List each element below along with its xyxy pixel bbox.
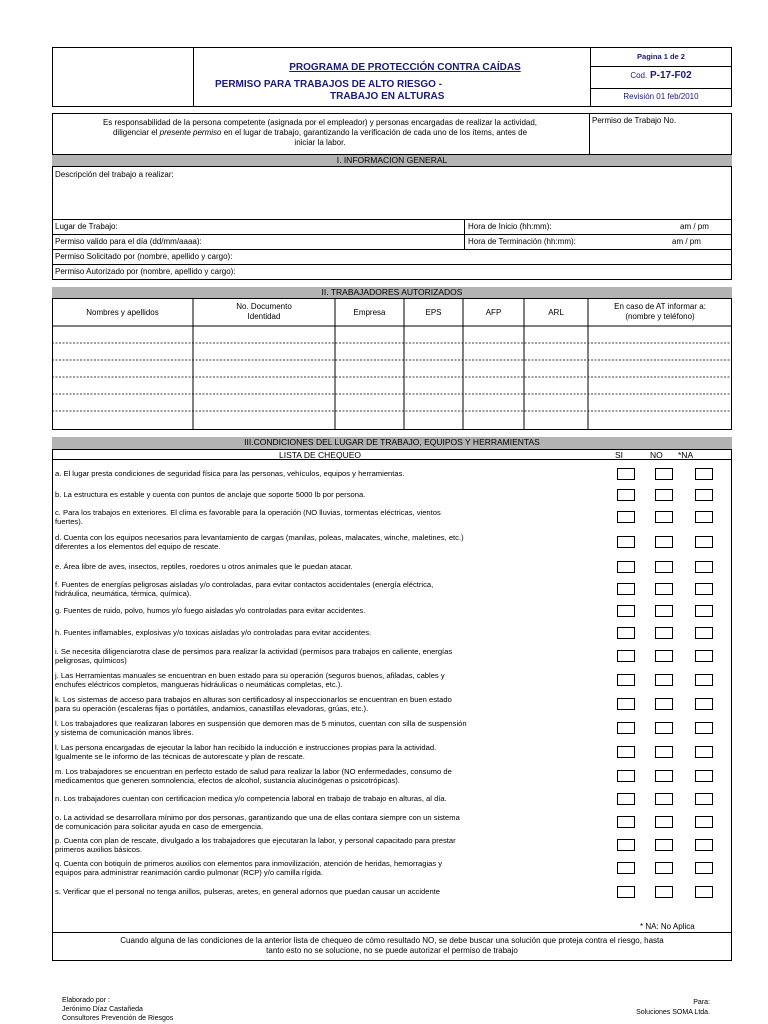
checklist-item-line1: e. Área libre de aves, insectos, reptiles, roedores u otros animales que le puedan atacar.: [55, 562, 353, 571]
si-checkbox[interactable]: [617, 722, 635, 734]
intro-divider: [589, 113, 590, 155]
na-checkbox[interactable]: [695, 561, 713, 573]
intro-line1: Es responsabilidad de la persona competente (asignada por el empleador) y personas encargadas de realizar la actividad,: [102, 118, 538, 127]
col-no: NO: [650, 450, 663, 460]
checklist-item: [52, 740, 732, 764]
si-checkbox[interactable]: [617, 536, 635, 548]
prepared-role: Consultores Prevención de Riesgos: [62, 1015, 174, 1022]
checklist-item-text: [55, 562, 605, 571]
no-checkbox[interactable]: [655, 536, 673, 548]
col-eps: EPS: [425, 308, 442, 317]
authorized-by-label: Permiso Autorizado por (nombre, apellido y cargo):: [55, 267, 236, 276]
na-checkbox[interactable]: [695, 536, 713, 548]
logo-cell: [52, 47, 194, 107]
na-checkbox[interactable]: [695, 627, 713, 639]
no-checkbox[interactable]: [655, 561, 673, 573]
checklist-item-line1: b. La estructura es estable y cuenta con puntos de anclaje que soporte 5000 lb por persona.: [55, 490, 366, 499]
col-empresa: Empresa: [353, 308, 386, 317]
checklist-item-text: [55, 813, 605, 831]
for-name: Soluciones SOMA Ltda.: [636, 1009, 710, 1016]
col-contacto: En caso de AT informar a: (nombre y teléfono): [614, 302, 706, 321]
revision: Revisión 01 feb/2010: [623, 92, 699, 101]
checklist-items: [52, 464, 732, 920]
checklist-item-line2: hidráulica, neumática, térmica, química).: [55, 589, 192, 598]
no-checkbox[interactable]: [655, 886, 673, 898]
na-checkbox[interactable]: [695, 862, 713, 874]
si-checkbox[interactable]: [617, 674, 635, 686]
na-checkbox[interactable]: [695, 746, 713, 758]
checklist-item-line2: para su operación (escaleras fijas o portátiles, andamios, canastillas elevadoras, grúas, etc.).: [55, 704, 369, 713]
na-checkbox[interactable]: [695, 605, 713, 617]
permit-number-label: Permiso de Trabajo No.: [592, 116, 677, 125]
checklist-item: [52, 788, 732, 810]
si-checkbox[interactable]: [617, 886, 635, 898]
intro-line2: [54, 128, 586, 138]
col-afp: AFP: [485, 308, 502, 317]
checklist-item-line1: f. Fuentes de energías peligrosas aisladas y/o controladas, para evitar contactos accidentales (energía eléctrica,: [55, 580, 434, 589]
checklist-item-line2: enchufes eléctricos completos, mangueras hidráulicas o neumáticas completas, etc.).: [55, 680, 343, 689]
prepared-name: Jerónimo Díaz Castañeda: [62, 1006, 143, 1013]
na-checkbox[interactable]: [695, 793, 713, 805]
checklist-item-text: [55, 794, 605, 803]
na-checkbox[interactable]: [695, 886, 713, 898]
checklist-item: [52, 856, 732, 880]
doc-code-label: Cod.: [630, 71, 648, 80]
no-checkbox[interactable]: [655, 583, 673, 595]
checklist-item-line1: p. Cuenta con plan de rescate, divulgado a los trabajadores que ejecutaran la labor, y personal capacitado para prestar: [55, 836, 456, 845]
closing-divider: [52, 932, 732, 933]
si-checkbox[interactable]: [617, 793, 635, 805]
s1-line-1: [52, 219, 732, 220]
si-checkbox[interactable]: [617, 468, 635, 480]
checklist-item-text: [55, 469, 605, 478]
checklist-item-text: [55, 508, 605, 526]
permit-title-line2: TRABAJO EN ALTURAS: [330, 91, 445, 102]
closing-line1: Cuando alguna de las condiciones de la anterior lista de chequeo de cómo resultado NO, se debe buscar una solución que proteja contra el riesgo, hasta: [120, 936, 664, 945]
no-checkbox[interactable]: [655, 862, 673, 874]
no-checkbox[interactable]: [655, 698, 673, 710]
description-label: Descripción del trabajo a realizar:: [55, 170, 174, 179]
checklist-item-text: [55, 490, 605, 499]
col-documento: No. Documento Identidad: [236, 302, 292, 321]
checklist-item: [52, 834, 732, 856]
checklist-item-line1: h. Fuentes inflamables, explosivas y/o toxicas aisladas y/o controladas para evitar accidentes.: [55, 628, 372, 637]
checklist-item-line1: m. Los trabajadores se encuentran en perfecto estado de salud para realizar la labor (NO enfermedades, consumo de: [55, 767, 452, 776]
checklist-item-line1: k. Los sistemas de acceso para trabajos en alturas son certificadosy al inspeccionarlos se encuentran en buen estado: [55, 695, 452, 704]
na-checkbox[interactable]: [695, 698, 713, 710]
section1-title: I. INFORMACION GENERAL: [52, 155, 732, 167]
no-checkbox[interactable]: [655, 793, 673, 805]
checklist-item-text: [55, 695, 605, 713]
intro-line2-b: en el lugar de trabajo, garantizando la verificación de cada uno de los ítems, antes de: [221, 128, 528, 137]
prepared-label: Elaborado por :: [62, 997, 110, 1004]
no-checkbox[interactable]: [655, 839, 673, 851]
no-checkbox[interactable]: [655, 722, 673, 734]
si-checkbox[interactable]: [617, 839, 635, 851]
no-checkbox[interactable]: [655, 627, 673, 639]
checklist-item-text: [55, 719, 605, 737]
checklist-item-text: [55, 628, 605, 637]
prepared-by: [62, 996, 173, 1023]
s1-vdivider: [464, 219, 465, 249]
si-checkbox[interactable]: [617, 770, 635, 782]
na-checkbox[interactable]: [695, 489, 713, 501]
si-checkbox[interactable]: [617, 583, 635, 595]
checklist-item-text: [55, 836, 605, 854]
checklist-item: [52, 556, 732, 578]
checklist-item: [52, 484, 732, 506]
no-checkbox[interactable]: [655, 650, 673, 662]
requested-by-label: Permiso Solicitado por (nombre, apellido y cargo):: [55, 252, 233, 261]
closing-text: [52, 936, 732, 956]
for-label: Para:: [693, 999, 710, 1006]
doc-code: [590, 70, 732, 82]
checklist-item-text: [55, 647, 605, 665]
end-ampm: am / pm: [672, 237, 701, 246]
checklist-item: [52, 622, 732, 644]
na-checkbox[interactable]: [695, 674, 713, 686]
no-checkbox[interactable]: [655, 770, 673, 782]
checklist-item-line2: peligrosas, químicos): [55, 656, 127, 665]
si-checkbox[interactable]: [617, 489, 635, 501]
checklist-header: [52, 449, 732, 460]
si-checkbox[interactable]: [617, 746, 635, 758]
checklist-item-text: [55, 671, 605, 689]
page-number: Pagina 1 de 2: [637, 52, 685, 61]
checklist-item: [52, 578, 732, 600]
na-checkbox[interactable]: [695, 511, 713, 523]
closing-line2: tanto esto no se solucione, no se puede autorizar el permiso de trabajo: [266, 946, 518, 955]
checklist-item-line1: j. Las Herramientas manuales se encuentran en buen estado para su operación (seguros buenos, afiladas, cables y: [55, 671, 445, 680]
col-arl: ARL: [548, 308, 564, 317]
si-checkbox[interactable]: [617, 816, 635, 828]
si-checkbox[interactable]: [617, 862, 635, 874]
intro-line3: iniciar la labor.: [294, 138, 346, 147]
checklist-item: [52, 810, 732, 834]
no-checkbox[interactable]: [655, 605, 673, 617]
no-checkbox[interactable]: [655, 746, 673, 758]
na-checkbox[interactable]: [695, 816, 713, 828]
checklist-item: [52, 506, 732, 528]
na-note: * NA: No Aplica: [640, 922, 695, 931]
section3-title: III.CONDICIONES DEL LUGAR DE TRABAJO, EQUIPOS Y HERRAMIENTAS: [52, 437, 732, 449]
no-checkbox[interactable]: [655, 674, 673, 686]
s1-line-4: [52, 264, 732, 265]
checklist-item-line1: i. Se necesita diligenciarotra clase de persimos para realizar la actividad (permisos para trabajos en caliente, energías: [55, 647, 453, 656]
intro-line2-em: presente permiso: [159, 128, 222, 137]
checklist-item-line2: Igualmente se le informo de las técnicas de autorescate y plan de rescate.: [55, 752, 305, 761]
program-title: PROGRAMA DE PROTECCIÓN CONTRA CAÍDAS: [289, 62, 521, 73]
permit-title-line1: PERMISO PARA TRABAJOS DE ALTO RIESGO -: [215, 79, 443, 90]
checklist-item: [52, 764, 732, 788]
checklist-item-text: [55, 533, 605, 551]
checklist-item: [52, 668, 732, 692]
checklist-item-line2: de comunicación para solicitar ayuda en caso de emergencia.: [55, 822, 264, 831]
checklist-item-line1: g. Fuentes de ruido, polvo, humos y/o fuego aisladas y/o controladas para evitar accidentes.: [55, 606, 366, 615]
checklist-item-line1: o. La actividad se desarrollara mínimo por dos personas, garantizando que una de ellas contara siempre con un sistema: [55, 813, 460, 822]
s1-line-3: [52, 249, 732, 250]
na-checkbox[interactable]: [695, 770, 713, 782]
si-checkbox[interactable]: [617, 561, 635, 573]
doc-code-value: P-17-F02: [650, 70, 692, 81]
prepared-for: [600, 998, 710, 1018]
checklist-item-line2: medicamentos que generen somnolencia, efectos de alcohol, sustancia alucinógenas o psicotrópicas).: [55, 776, 400, 785]
s1-line-2: [52, 234, 732, 235]
workers-table: [52, 299, 732, 430]
checklist-item: [52, 692, 732, 716]
no-checkbox[interactable]: [655, 511, 673, 523]
checklist-item: [52, 464, 732, 484]
na-checkbox[interactable]: [695, 839, 713, 851]
checklist-item-line1: l. Las persona encargadas de ejecutar la labor han recibido la inducción e instrucciones propias para la actividad.: [55, 743, 437, 752]
checklist-item-text: [55, 767, 605, 785]
checklist-item-line2: y sistema de comunicación manos libres.: [55, 728, 194, 737]
na-checkbox[interactable]: [695, 468, 713, 480]
na-checkbox[interactable]: [695, 722, 713, 734]
si-checkbox[interactable]: [617, 627, 635, 639]
checklist-item: [52, 528, 732, 556]
col-si: SI: [615, 450, 624, 460]
checklist-label: LISTA DE CHEQUEO: [278, 450, 362, 460]
section2-title: II. TRABAJADORES AUTORIZADOS: [52, 287, 732, 299]
checklist-item: [52, 880, 732, 904]
checklist-item-line1: q. Cuenta con botiquín de primeros auxilios con elementos para inmovilización, atención de heridas, hemorragias y: [55, 859, 443, 868]
col-nombres: Nombres y apellidos: [86, 308, 159, 317]
meta-divider-2: [590, 88, 732, 89]
checklist-item-line2: fuertes).: [55, 517, 83, 526]
na-checkbox[interactable]: [695, 583, 713, 595]
checklist-item: [52, 644, 732, 668]
intro-line2-a: diligenciar el: [112, 128, 160, 137]
checklist-item-line1: n. Los trabajadores cuentan con certificacion medica y/o competencia laboral en trabajo de trabajo en alturas, al día.: [55, 794, 447, 803]
checklist-item-text: [55, 606, 605, 615]
checklist-item-line2: primeros auxilios básicos.: [55, 845, 142, 854]
checklist-item: [52, 716, 732, 740]
start-ampm: am / pm: [680, 222, 709, 231]
meta-divider-1: [590, 66, 732, 67]
place-label: Lugar de Trabajo:: [55, 222, 118, 231]
start-time-label: Hora de Inicio (hh:mm):: [468, 222, 552, 231]
checklist-item-line1: c. Para los trabajos en exteriores. El clima es favorable para la operación (NO lluvias, tormentas eléctricas, vientos: [55, 508, 441, 517]
si-checkbox[interactable]: [617, 650, 635, 662]
na-checkbox[interactable]: [695, 650, 713, 662]
checklist-item-line1: d. Cuenta con los equipos necesarios para levantamiento de cargas (manilas, poleas, malacates, winche, maletines, etc.): [55, 533, 464, 542]
checklist-item-text: [55, 580, 605, 598]
checklist-item: [52, 600, 732, 622]
col-na: *NA: [678, 450, 694, 460]
checklist-item-line1: a. El lugar presta condiciones de seguridad física para las personas, vehículos, equipos y herramientas.: [55, 469, 405, 478]
no-checkbox[interactable]: [655, 468, 673, 480]
intro-text: [54, 118, 586, 148]
checklist-item-text: [55, 743, 605, 761]
si-checkbox[interactable]: [617, 698, 635, 710]
no-checkbox[interactable]: [655, 489, 673, 501]
valid-date-label: Permiso valido para el día (dd/mm/aaaa):: [55, 237, 202, 246]
si-checkbox[interactable]: [617, 605, 635, 617]
checklist-item-text: [55, 859, 605, 877]
checklist-item-line2: equipos para administrar reanimación cardio pulmonar (RCP) y/o camilla rígida.: [55, 868, 324, 877]
checklist-item-line2: diferentes a los elementos del equipo de rescate.: [55, 542, 221, 551]
checklist-item-line1: l. Los trabajadores que realizaran labores en suspensión que demoren mas de 5 minutos, cuentan con silla de suspensión: [55, 719, 467, 728]
no-checkbox[interactable]: [655, 816, 673, 828]
si-checkbox[interactable]: [617, 511, 635, 523]
end-time-label: Hora de Terminación (hh:mm):: [468, 237, 576, 246]
checklist-item-line1: s. Verificar que el personal no tenga anillos, pulseras, aretes, en general adornos que puedan causar un accidente: [55, 887, 441, 896]
checklist-item-text: [55, 887, 605, 896]
